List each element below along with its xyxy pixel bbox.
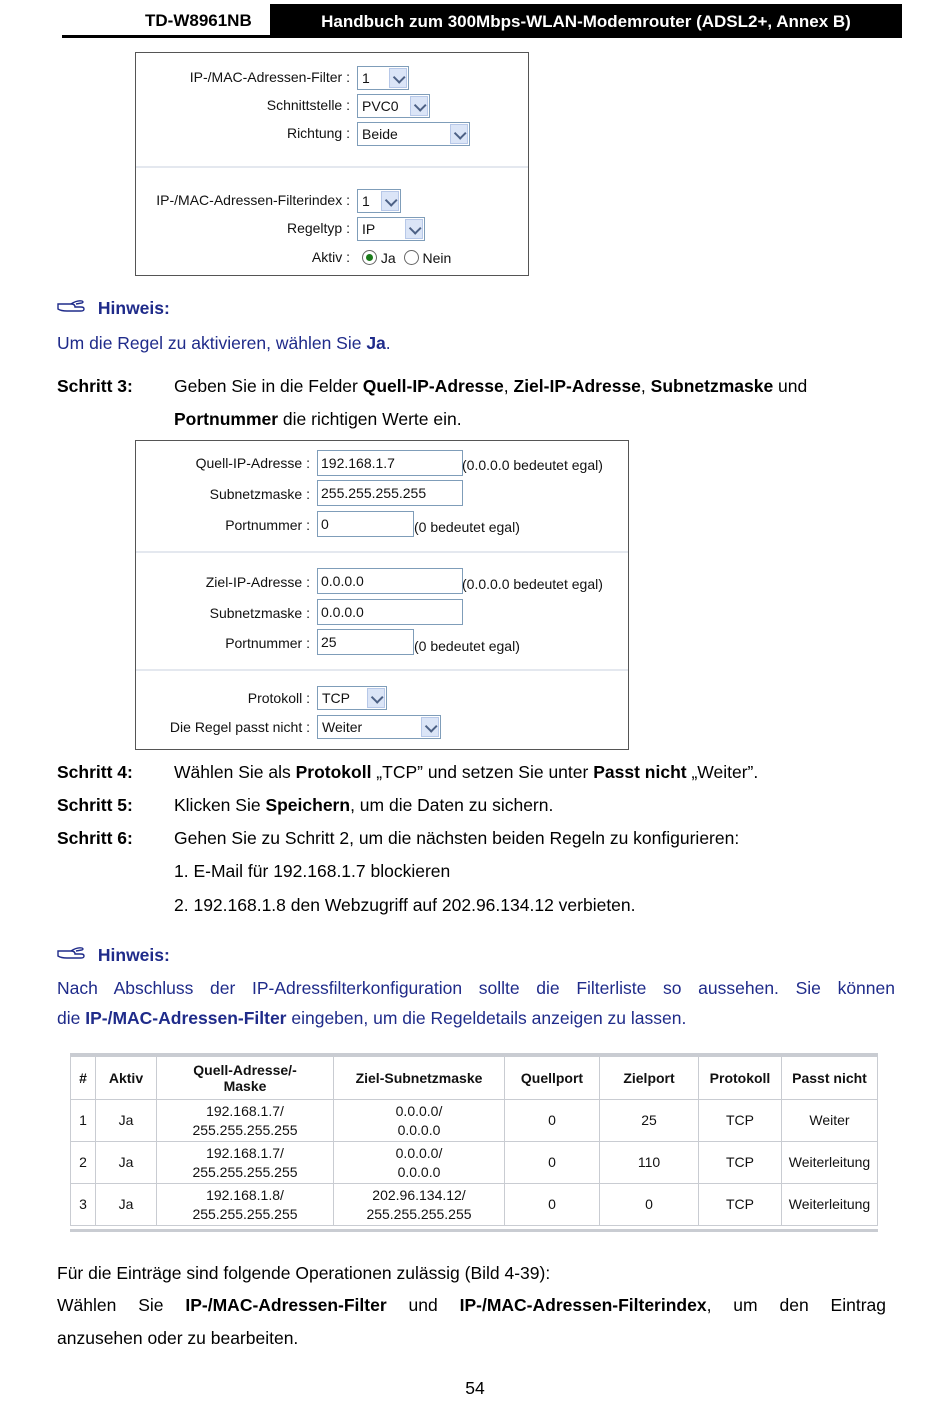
protocol-select[interactable] xyxy=(317,686,387,710)
table-row xyxy=(71,1142,878,1184)
ruletype-select[interactable] xyxy=(357,217,425,241)
dst-ip-note: (0.0.0.0 bedeutet egal) xyxy=(462,576,603,592)
outro-p3: anzusehen oder zu bearbeiten. xyxy=(57,1328,299,1348)
note2-line2 xyxy=(57,1008,686,1029)
cell-active: Ja xyxy=(96,1100,157,1142)
dst-port-note: (0 bedeutet egal) xyxy=(414,638,520,654)
src-port-note: (0 bedeutet egal) xyxy=(414,519,520,535)
outro-p2-t1: Wählen Sie xyxy=(57,1295,186,1315)
direction-select-value: Beide xyxy=(362,126,398,142)
col-nomatch: Passt nicht xyxy=(782,1057,878,1100)
note2-line2-bold: IP-/MAC-Adressen-Filter xyxy=(85,1008,287,1028)
col-source-line1: Quell-Adresse/- xyxy=(193,1062,297,1078)
dst-port-label: Portnummer : xyxy=(225,635,310,651)
outro-p2-b1: IP-/MAC-Adressen-Filter xyxy=(185,1295,387,1315)
step5-t2: , um die Daten zu sichern. xyxy=(350,795,554,815)
step3-b2: Ziel-IP-Adresse xyxy=(513,376,641,396)
ruletype-value: IP xyxy=(362,221,376,237)
step3-t3: , xyxy=(640,376,651,396)
dst-ip-input[interactable]: 0.0.0.0 xyxy=(317,568,463,594)
filter-index-label: IP-/MAC-Adressen-Filterindex : xyxy=(156,192,350,208)
cell-dest-ip: 0.0.0.0/ xyxy=(395,1102,443,1119)
outro-p2-t3: , um den Eintrag xyxy=(706,1295,886,1315)
step3-t2: , xyxy=(503,376,514,396)
step4-t1: Wählen Sie als xyxy=(174,762,296,782)
direction-select[interactable] xyxy=(357,122,470,146)
cell-dest-ip: 202.96.134.12/ xyxy=(372,1186,466,1203)
page-number: 54 xyxy=(465,1378,485,1398)
chevron-down-icon xyxy=(367,688,385,708)
outro-p2 xyxy=(57,1295,886,1316)
table-header-row xyxy=(71,1057,878,1100)
step3-b1: Quell-IP-Adresse xyxy=(362,376,504,396)
note2-line2-post: eingeben, um die Regeldetails anzeigen zu lassen. xyxy=(286,1008,687,1028)
pointing-hand-icon xyxy=(57,298,87,319)
divider xyxy=(136,669,628,671)
cell-dport: 25 xyxy=(600,1100,699,1142)
step5-t1: Klicken Sie xyxy=(174,795,266,815)
src-mask-label: Subnetzmaske : xyxy=(209,486,310,502)
active-label: Aktiv : xyxy=(311,249,350,265)
table-row xyxy=(71,1100,878,1142)
cell-nomatch: Weiterleitung xyxy=(782,1184,878,1226)
nomatch-select[interactable] xyxy=(317,715,441,739)
step3-b3: Subnetzmaske xyxy=(650,376,774,396)
chevron-down-icon xyxy=(405,219,423,239)
pointing-hand-icon xyxy=(57,945,87,966)
chevron-down-icon xyxy=(381,191,399,211)
chevron-down-icon xyxy=(450,124,468,144)
divider xyxy=(136,551,628,553)
cell-active: Ja xyxy=(96,1184,157,1226)
step3-b4: Portnummer xyxy=(174,409,279,429)
header-title: Handbuch zum 300Mbps-WLAN-Modemrouter (ADSL2+, Annex B) xyxy=(270,4,902,36)
cell-source xyxy=(157,1100,334,1142)
note2-line1: Nach Abschluss der IP-Adressfilterkonfiguration sollte die Filterliste so aussehen. Sie können xyxy=(57,978,895,998)
col-source-line2: Maske xyxy=(223,1078,267,1094)
step6-item2: 2. 192.168.1.8 den Webzugriff auf 202.96.134.12 verbieten. xyxy=(174,895,636,915)
filter-select-value: 1 xyxy=(362,70,370,86)
cell-dest-mask: 255.255.255.255 xyxy=(366,1205,472,1222)
chevron-down-icon xyxy=(389,68,407,88)
step3-line1 xyxy=(174,376,807,397)
step3-t4: und xyxy=(773,376,808,396)
step3-label: Schritt 3: xyxy=(57,376,133,396)
cell-sport: 0 xyxy=(505,1184,600,1226)
src-ip-label: Quell-IP-Adresse : xyxy=(195,455,310,471)
note2-title: Hinweis: xyxy=(97,945,170,965)
cell-source-mask: 255.255.255.255 xyxy=(192,1121,298,1138)
step4-b2: Passt nicht xyxy=(593,762,687,782)
col-num: # xyxy=(71,1057,96,1100)
cell-dport: 0 xyxy=(600,1184,699,1226)
cell-dest xyxy=(334,1184,505,1226)
cell-nomatch: Weiterleitung xyxy=(782,1142,878,1184)
src-ip-input[interactable]: 192.168.1.7 xyxy=(317,450,463,476)
protocol-label: Protokoll : xyxy=(247,690,310,706)
step4-t3: „Weiter”. xyxy=(686,762,759,782)
src-ip-note: (0.0.0.0 bedeutet egal) xyxy=(462,457,603,473)
filter-index-select[interactable] xyxy=(357,189,401,213)
filter-index-value: 1 xyxy=(362,193,370,209)
protocol-value: TCP xyxy=(322,690,350,706)
cell-source xyxy=(157,1184,334,1226)
cell-source-mask: 255.255.255.255 xyxy=(192,1163,298,1180)
cell-source-mask: 255.255.255.255 xyxy=(192,1205,298,1222)
divider xyxy=(136,166,528,168)
active-yes-label: Ja xyxy=(380,250,396,266)
chevron-down-icon xyxy=(410,96,428,116)
filter-select[interactable] xyxy=(357,66,409,90)
step6-item1: 1. E-Mail für 192.168.1.7 blockieren xyxy=(174,861,451,881)
step6-text: Gehen Sie zu Schritt 2, um die nächsten beiden Regeln zu konfigurieren: xyxy=(174,828,740,848)
direction-label: Richtung : xyxy=(286,125,350,141)
cell-dest xyxy=(334,1100,505,1142)
interface-select-value: PVC0 xyxy=(362,98,399,114)
cell-dest-mask: 0.0.0.0 xyxy=(397,1121,441,1138)
cell-sport: 0 xyxy=(505,1142,600,1184)
cell-dest xyxy=(334,1142,505,1184)
col-proto: Protokoll xyxy=(699,1057,782,1100)
header-rule xyxy=(62,35,902,38)
step3-line2 xyxy=(174,409,462,430)
src-mask-input[interactable]: 255.255.255.255 xyxy=(317,480,463,506)
cell-active: Ja xyxy=(96,1142,157,1184)
interface-select[interactable] xyxy=(357,94,430,118)
ip-rule-panel xyxy=(135,440,629,750)
step4-label: Schritt 4: xyxy=(57,762,133,782)
col-dest: Ziel-Subnetzmaske xyxy=(334,1057,505,1100)
step5-text xyxy=(174,795,553,816)
src-port-label: Portnummer : xyxy=(225,517,310,533)
cell-num: 3 xyxy=(71,1184,96,1226)
col-sport: Quellport xyxy=(505,1057,600,1100)
dst-ip-label: Ziel-IP-Adresse : xyxy=(205,574,310,590)
note1-title-row xyxy=(57,298,170,319)
outro-p1: Für die Einträge sind folgende Operationen zulässig (Bild 4-39): xyxy=(57,1263,551,1283)
active-no-radio[interactable] xyxy=(404,250,419,265)
dst-mask-input[interactable]: 0.0.0.0 xyxy=(317,599,463,625)
outro-p2-b2: IP-/MAC-Adressen-Filterindex xyxy=(459,1295,707,1315)
outro-p2-t2: und xyxy=(386,1295,460,1315)
active-yes-radio[interactable] xyxy=(362,250,377,265)
rule-table-wrap xyxy=(70,1053,878,1232)
filter-label: IP-/MAC-Adressen-Filter : xyxy=(189,69,350,85)
col-active: Aktiv xyxy=(96,1057,157,1100)
ruletype-label: Regeltyp : xyxy=(286,220,350,236)
cell-proto: TCP xyxy=(699,1184,782,1226)
active-radio-group xyxy=(362,250,451,266)
nomatch-value: Weiter xyxy=(322,719,363,735)
dst-mask-label: Subnetzmaske : xyxy=(209,605,310,621)
cell-nomatch: Weiter xyxy=(782,1100,878,1142)
rule-table xyxy=(70,1056,878,1226)
step3-t1: Geben Sie in die Felder xyxy=(174,376,363,396)
step6-label: Schritt 6: xyxy=(57,828,133,848)
chevron-down-icon xyxy=(421,717,439,737)
cell-sport: 0 xyxy=(505,1100,600,1142)
step4-text xyxy=(174,762,758,783)
note1-title: Hinweis: xyxy=(97,298,170,318)
table-row xyxy=(71,1184,878,1226)
step4-b1: Protokoll xyxy=(295,762,372,782)
note2-line2-pre: die xyxy=(57,1008,86,1028)
cell-source-ip: 192.168.1.7/ xyxy=(206,1144,284,1161)
step5-b1: Speichern xyxy=(265,795,351,815)
cell-source-ip: 192.168.1.7/ xyxy=(206,1102,284,1119)
filter-settings-panel xyxy=(135,52,529,276)
note1-text xyxy=(57,333,391,354)
cell-proto: TCP xyxy=(699,1100,782,1142)
interface-label: Schnittstelle : xyxy=(266,97,350,113)
cell-num: 2 xyxy=(71,1142,96,1184)
col-dport: Zielport xyxy=(600,1057,699,1100)
cell-source-ip: 192.168.1.8/ xyxy=(206,1186,284,1203)
note1-text-post: . xyxy=(385,333,391,353)
nomatch-label: Die Regel passt nicht : xyxy=(169,719,310,735)
cell-dport: 110 xyxy=(600,1142,699,1184)
step4-t2: „TCP” und setzen Sie unter xyxy=(371,762,594,782)
header-model: TD-W8961NB xyxy=(145,11,252,30)
step3-t5: die richtigen Werte ein. xyxy=(278,409,462,429)
step5-label: Schritt 5: xyxy=(57,795,133,815)
note1-text-bold: Ja xyxy=(366,333,386,353)
note2-title-row xyxy=(57,945,170,966)
cell-proto: TCP xyxy=(699,1142,782,1184)
col-source xyxy=(157,1057,334,1100)
active-no-label: Nein xyxy=(422,250,452,266)
cell-dest-mask: 0.0.0.0 xyxy=(397,1163,441,1180)
cell-dest-ip: 0.0.0.0/ xyxy=(395,1144,443,1161)
note1-text-pre: Um die Regel zu aktivieren, wählen Sie xyxy=(57,333,367,353)
dst-port-input[interactable]: 25 xyxy=(317,629,414,655)
cell-source xyxy=(157,1142,334,1184)
cell-num: 1 xyxy=(71,1100,96,1142)
src-port-input[interactable]: 0 xyxy=(317,511,414,537)
